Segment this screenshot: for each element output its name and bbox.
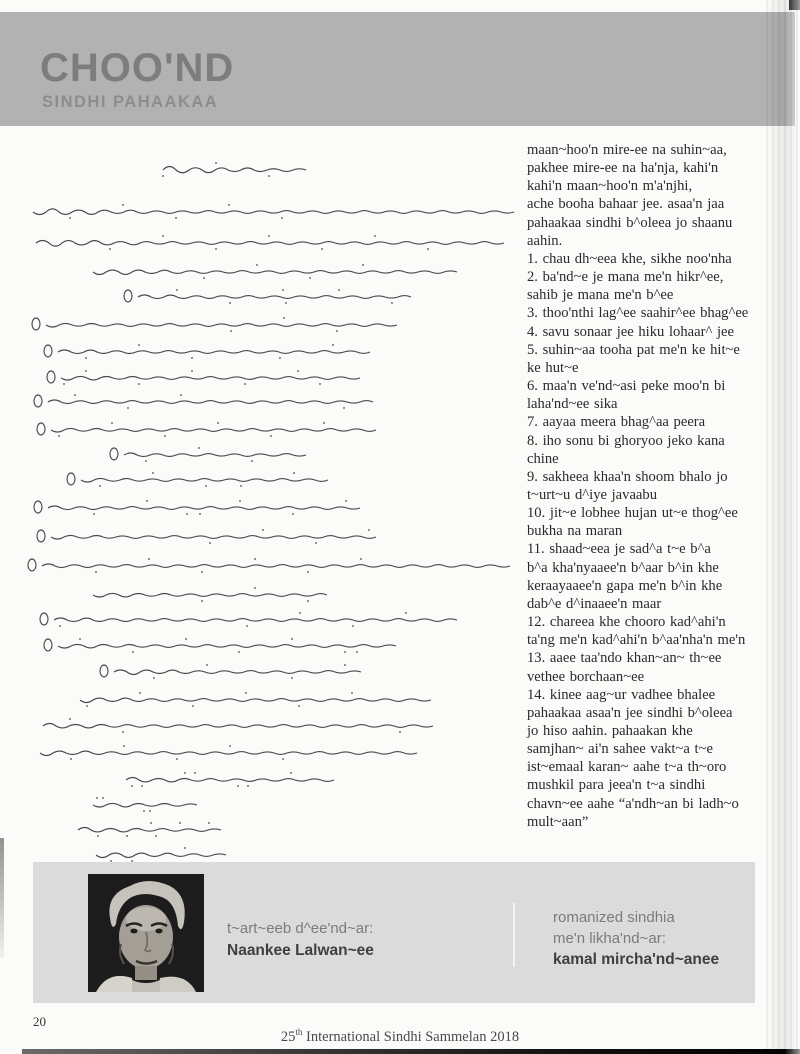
- text-line: 9. sakheea khaa'n shoom bhalo jo: [527, 468, 728, 485]
- credit-arranger-name: Naankee Lalwan~ee: [227, 942, 374, 959]
- text-line: kahi'n maan~hoo'n m'a'njhi,: [527, 178, 693, 195]
- text-line: vethee borchaan~ee: [527, 668, 645, 685]
- credit-romanizer-label-2: me'n likha'nd~ar:: [553, 930, 666, 947]
- handwritten-manuscript: [26, 146, 518, 862]
- text-line: pahaakaa asaa'n jee sindhi b^oleea: [527, 704, 733, 721]
- credit-arranger: [227, 918, 374, 961]
- text-line: 7. aayaa meera bhag^aa peera: [527, 414, 706, 431]
- page-title: CHOO'ND: [40, 46, 235, 90]
- text-line: b^a kha'nyaaee'n b^aar b^in khe: [527, 559, 719, 576]
- text-line: chavn~ee aahe “a'ndh~an bi ladh~o: [527, 795, 739, 812]
- text-line: 8. iho sonu bi ghoryoo jeko kana: [527, 432, 725, 449]
- text-line: ache booha bahaar jee. asaa'n jaa: [527, 196, 725, 213]
- text-line: maan~hoo'n mire-ee na suhin~aa,: [527, 142, 727, 158]
- portrait-photo: [88, 874, 204, 992]
- footer-event-ordinal: th: [295, 1027, 303, 1037]
- text-line: chine: [527, 450, 559, 467]
- text-line: bukha na maran: [527, 523, 623, 540]
- text-line: laha'nd~ee sika: [527, 396, 618, 413]
- text-line: ta'ng me'n kad^ahi'n b^aa'nha'n me'n: [527, 632, 746, 649]
- text-line: 5. suhin~aa tooha pat me'n ke hit~e: [527, 341, 740, 358]
- credits-band: [33, 862, 755, 1003]
- footer-event-number: 25: [280, 1028, 296, 1045]
- text-line: mushkil para jeea'n t~a sindhi: [527, 777, 706, 794]
- text-line: pakhee mire-ee na ha'nja, kahi'n: [527, 160, 719, 177]
- romanized-column: [527, 141, 749, 831]
- page-number: 20: [33, 1014, 46, 1029]
- text-line: 2. ba'nd~e je mana me'n hikr^ee,: [527, 269, 724, 286]
- text-line: 6. maa'n ve'nd~asi peke moo'n bi: [527, 378, 726, 395]
- footer-event-rest: International Sindhi Sammelan 2018: [302, 1028, 520, 1045]
- text-line: 12. chareea khe chooro kad^ahi'n: [527, 614, 726, 631]
- text-line: sahib je mana me'n b^ee: [527, 287, 674, 304]
- scan-left-smudge: [0, 838, 4, 958]
- text-line: 10. jit~e lobhee hujan ut~e thog^ee: [527, 505, 738, 522]
- text-line: 3. thoo'nthi lag^ee saahir^ee bhag^ee: [527, 305, 749, 322]
- text-line: 13. aaee taa'ndo khan~an~ th~ee: [527, 650, 722, 667]
- text-line: aahin.: [527, 232, 563, 249]
- credit-romanizer-label-1: romanized sindhia: [553, 909, 675, 926]
- text-line: mult~aan”: [527, 813, 589, 830]
- text-line: samjhan~ ai'n sahee vakt~a t~e: [527, 741, 713, 758]
- scan-corner-mark: [789, 0, 800, 10]
- credit-romanizer: [553, 907, 719, 970]
- credit-arranger-label: t~art~eeb d^ee'nd~ar:: [227, 920, 374, 937]
- scan-bottom-strip: [22, 1049, 800, 1054]
- text-line: t~urt~u d^iye javaabu: [527, 486, 658, 503]
- header-band: [0, 12, 795, 126]
- page-subtitle: SINDHI PAHAAKAA: [42, 93, 219, 111]
- text-line: 1. chau dh~eea khe, sikhe noo'nha: [527, 250, 732, 267]
- credit-romanizer-name: kamal mircha'nd~anee: [553, 951, 720, 968]
- text-line: 14. kinee aag~ur vadhee bhalee: [527, 686, 716, 703]
- credits-divider: [513, 903, 515, 967]
- text-line: pahaakaa sindhi b^oleea jo shaanu: [527, 214, 733, 231]
- text-line: ist~emaal karan~ aahe t~a th~oro: [527, 759, 727, 776]
- text-line: ke hut~e: [527, 359, 579, 376]
- text-line: 11. shaad~eea je sad^a t~e b^a: [527, 541, 711, 558]
- text-line: dab^e d^inaaee'n maar: [527, 595, 662, 612]
- text-line: 4. savu sonaar jee hiku lohaar^ jee: [527, 323, 734, 340]
- text-line: keraayaaee'n gapa me'n b^in khe: [527, 577, 723, 594]
- page-edge-shadow: [766, 0, 800, 1054]
- footer-event-title: [0, 1027, 800, 1046]
- text-line: jo hiso aahin. pahaakan khe: [527, 723, 693, 739]
